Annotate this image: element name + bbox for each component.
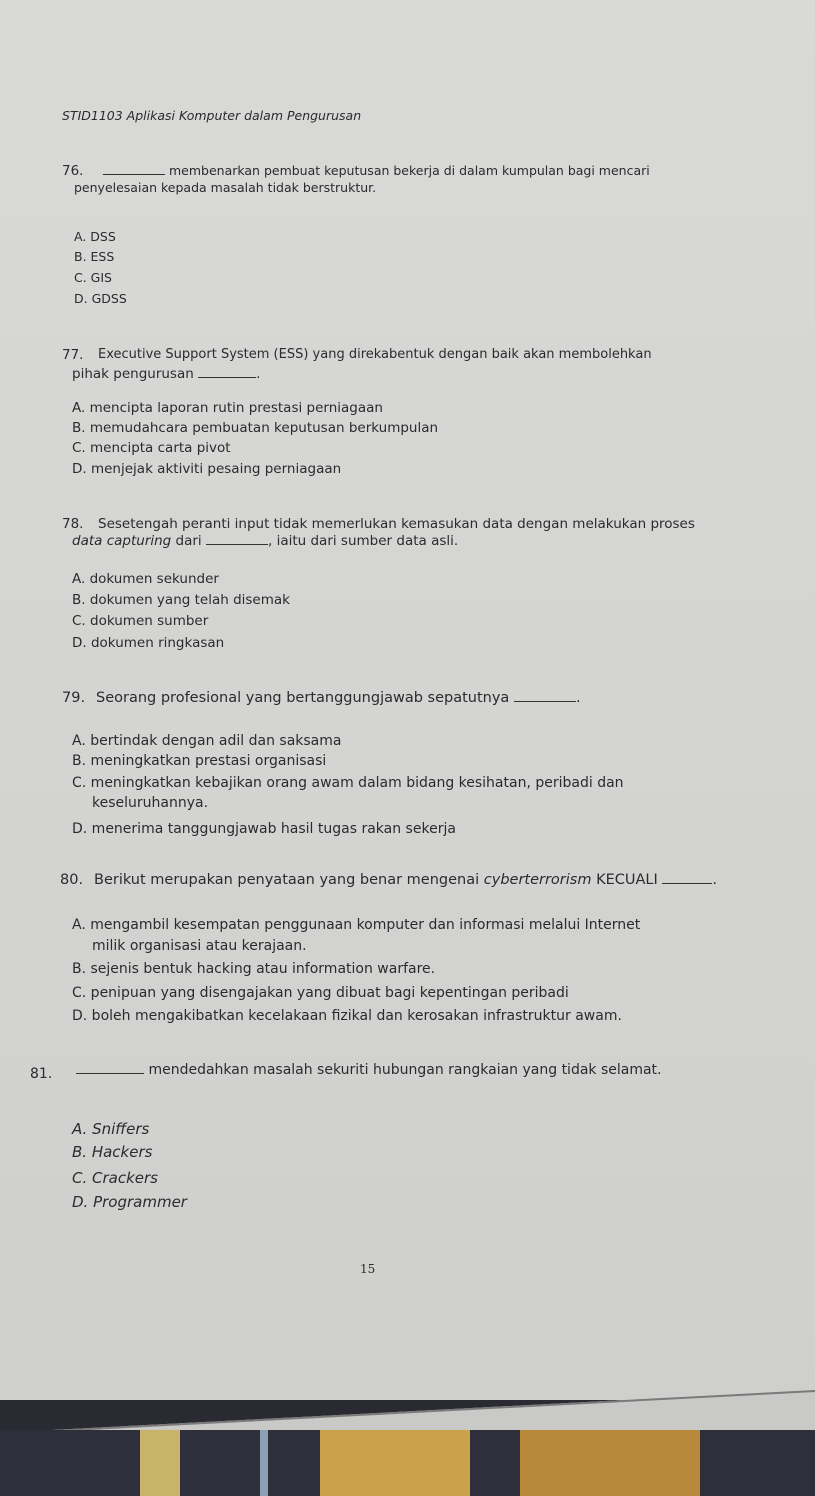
q76-line2: penyelesaian kepada masalah tidak berstruktur.	[74, 180, 377, 195]
q80-italic-term: cyberterrorism	[483, 872, 592, 888]
q80-option-d: D. boleh mengakibatkan kecelakaan fizikal dan kerosakan infrastruktur awam.	[72, 1008, 622, 1024]
q80-text: Berikut merupakan penyataan yang benar mengenai	[94, 872, 484, 888]
q81-option-a: A. Sniffers	[72, 1120, 150, 1138]
q81-option-d: D. Programmer	[72, 1193, 187, 1211]
q80-option-c: C. penipuan yang disengajakan yang dibuat bagi kepentingan peribadi	[72, 985, 569, 1001]
course-header: STID1103 Aplikasi Komputer dalam Pengurusan	[62, 108, 362, 123]
q76-option-a: A. DSS	[74, 229, 116, 244]
answer-blank	[514, 700, 576, 702]
q79-option-b: B. meningkatkan prestasi organisasi	[72, 753, 327, 769]
q80-option-a-cont: milik organisasi atau kerajaan.	[92, 938, 307, 954]
q78-option-d: D. dokumen ringkasan	[72, 635, 225, 651]
q81-number: 81.	[30, 1066, 53, 1082]
q77-option-a: A. mencipta laporan rutin prestasi perniagaan	[72, 400, 383, 416]
q77-line1: Executive Support System (ESS) yang direkabentuk dengan baik akan membolehkan	[98, 347, 652, 362]
q79-option-a: A. bertindak dengan adil dan saksama	[72, 733, 342, 749]
q76-option-c: C. GIS	[74, 270, 112, 285]
q80-line1: Berikut merupakan penyataan yang benar mengenai cyberterrorism KECUALI .	[94, 872, 717, 888]
q80-option-a: A. mengambil kesempatan penggunaan komputer dan informasi melalui Internet	[72, 917, 641, 933]
q81-option-c: C. Crackers	[72, 1169, 158, 1187]
q78-option-c: C. dokumen sumber	[72, 613, 209, 629]
q77-text: pihak pengurusan	[72, 366, 194, 382]
answer-blank	[76, 1072, 144, 1074]
q78-line1: Sesetengah peranti input tidak memerlukan kemasukan data dengan melakukan proses	[98, 516, 695, 532]
q79-option-c-cont: keseluruhannya.	[92, 795, 209, 811]
q79-text: Seorang profesional yang bertanggungjawab sepatutnya	[96, 690, 510, 706]
q77-number: 77.	[62, 347, 84, 363]
q78-text-end: , iaitu dari sumber data asli.	[267, 533, 459, 549]
q78-text: dari	[171, 533, 202, 549]
q79-option-d: D. menerima tanggungjawab hasil tugas rakan sekerja	[72, 821, 456, 837]
answer-blank	[198, 376, 256, 378]
answer-blank	[103, 173, 165, 175]
q79-option-c: C. meningkatkan kebajikan orang awam dalam bidang kesihatan, peribadi dan	[72, 775, 624, 791]
q80-option-b: B. sejenis bentuk hacking atau information warfare.	[72, 961, 436, 977]
q78-number: 78.	[62, 516, 84, 532]
q76-number: 76.	[62, 163, 84, 179]
q79-number: 79.	[62, 690, 86, 706]
answer-blank	[206, 543, 268, 545]
q79-line1: Seorang profesional yang bertanggungjawab sepatutnya .	[96, 690, 581, 706]
q77-line2: pihak pengurusan .	[72, 366, 261, 382]
q78-option-a: A. dokumen sekunder	[72, 571, 219, 587]
q78-italic-term: data capturing	[72, 533, 172, 549]
q76-option-b: B. ESS	[74, 249, 115, 264]
q78-line2	[72, 533, 458, 549]
q77-option-c: C. mencipta carta pivot	[72, 440, 231, 456]
q78-option-b: B. dokumen yang telah disemak	[72, 592, 290, 608]
q80-number: 80.	[60, 872, 84, 888]
q76-option-d: D. GDSS	[74, 291, 127, 306]
q76-line1	[103, 163, 650, 178]
q76-text: membenarkan pembuat keputusan bekerja di dalam kumpulan bagi mencari	[168, 163, 650, 178]
q77-option-b: B. memudahcara pembuatan keputusan berkumpulan	[72, 420, 439, 436]
q80-except: KECUALI	[591, 872, 658, 888]
q81-line1	[76, 1062, 662, 1078]
q81-text: mendedahkan masalah sekuriti hubungan rangkaian yang tidak selamat.	[148, 1062, 662, 1078]
q81-option-b: B. Hackers	[72, 1143, 153, 1161]
q77-option-d: D. menjejak aktiviti pesaing perniagaan	[72, 461, 342, 477]
answer-blank	[662, 882, 712, 884]
page-number: 15	[360, 1262, 376, 1276]
carpet-background	[0, 1430, 815, 1496]
